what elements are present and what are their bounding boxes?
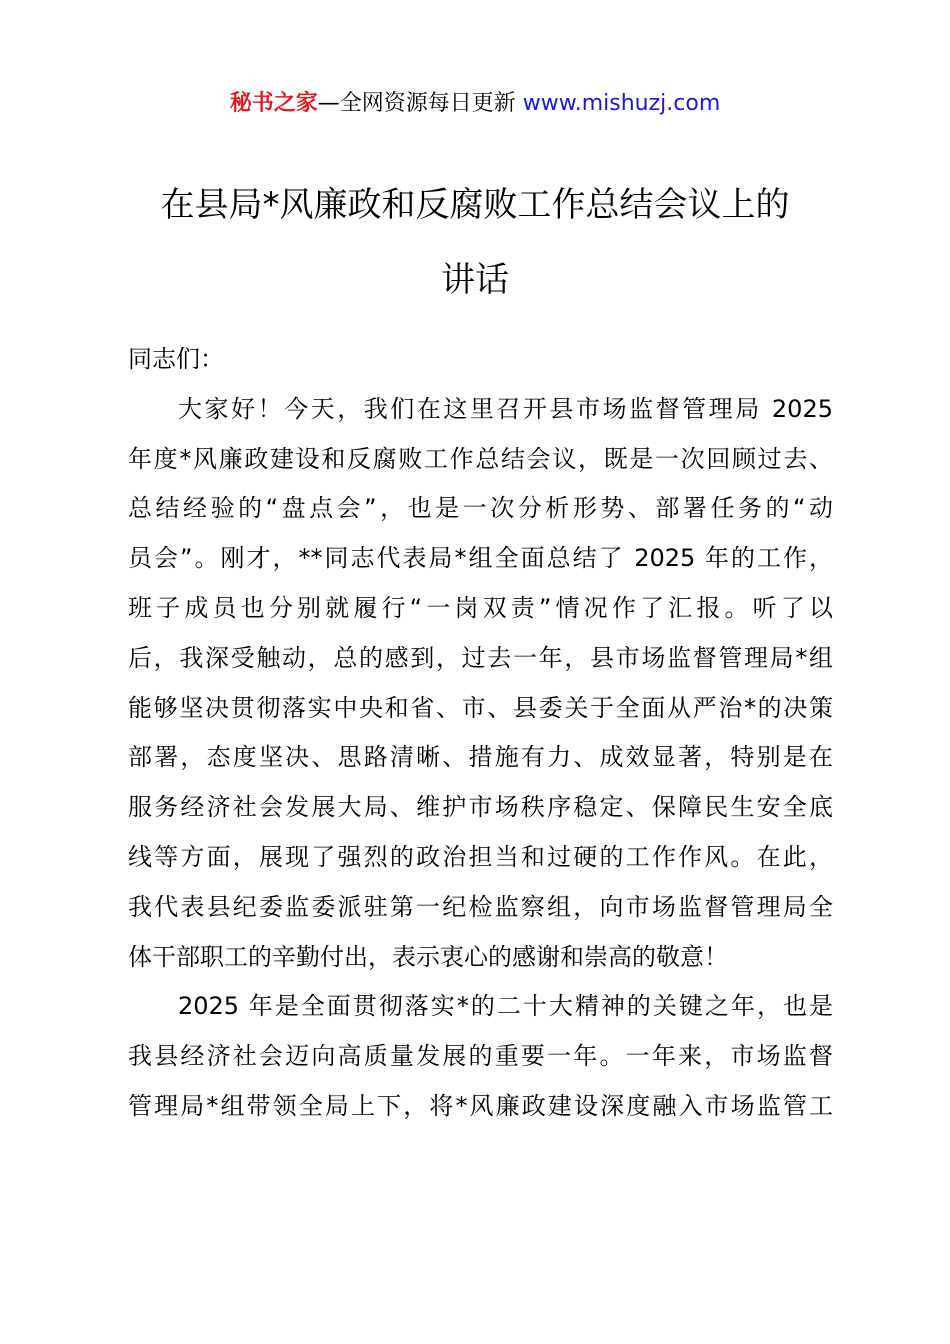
body-line: 2025 年是全面贯彻落实*的二十大精神的关键之年，也是 — [178, 992, 833, 1021]
body-line: 我代表县纪委监委派驻第一纪检监察组，向市场监督管理局全 — [128, 892, 833, 921]
body-line: 能够坚决贯彻落实中央和省、市、县委关于全面从严治*的决策 — [128, 693, 833, 722]
body-line: 员会”。刚才，**同志代表局*组全面总结了 2025 年的工作， — [128, 544, 833, 573]
body-line: 大家好！今天，我们在这里召开县市场监督管理局 2025 — [178, 394, 833, 423]
site-brand: 秘书之家 — [229, 91, 318, 116]
body-line: 管理局*组带领全局上下，将*风廉政建设深度融入市场监管工 — [128, 1091, 833, 1120]
body-line: 年度*风廉政建设和反腐败工作总结会议，既是一次回顾过去、 — [128, 444, 833, 473]
body-line: 线等方面，展现了强烈的政治担当和过硬的工作作风。在此， — [128, 842, 833, 871]
body-line: 部署，态度坚决、思路清晰、措施有力、成效显著，特别是在 — [128, 743, 833, 772]
body-line: 我县经济社会迈向高质量发展的重要一年。一年来，市场监督 — [128, 1042, 833, 1071]
body-line: 体干部职工的辛勤付出，表示衷心的感谢和崇高的敬意！ — [128, 942, 728, 971]
site-tagline: —全网资源每日更新 — [317, 91, 523, 116]
body-line: 总结经验的“盘点会”，也是一次分析形势、部署任务的“动 — [128, 494, 833, 523]
document-title-line-1: 在县局*风廉政和反腐败工作总结会议上的 — [160, 185, 790, 225]
document-title-line-2: 讲话 — [441, 260, 509, 300]
body-line: 后，我深受触动，总的感到，过去一年，县市场监督管理局*组 — [128, 643, 833, 672]
body-line: 班子成员也分别就履行“一岗双责”情况作了汇报。听了以 — [128, 593, 833, 622]
site-header — [0, 88, 950, 120]
document-body — [128, 335, 833, 1132]
salutation: 同志们： — [128, 345, 224, 373]
site-url-link[interactable]: www.mishuzj.com — [522, 91, 721, 116]
body-line: 服务经济社会发展大局、维护市场秩序稳定、保障民生安全底 — [128, 793, 833, 822]
